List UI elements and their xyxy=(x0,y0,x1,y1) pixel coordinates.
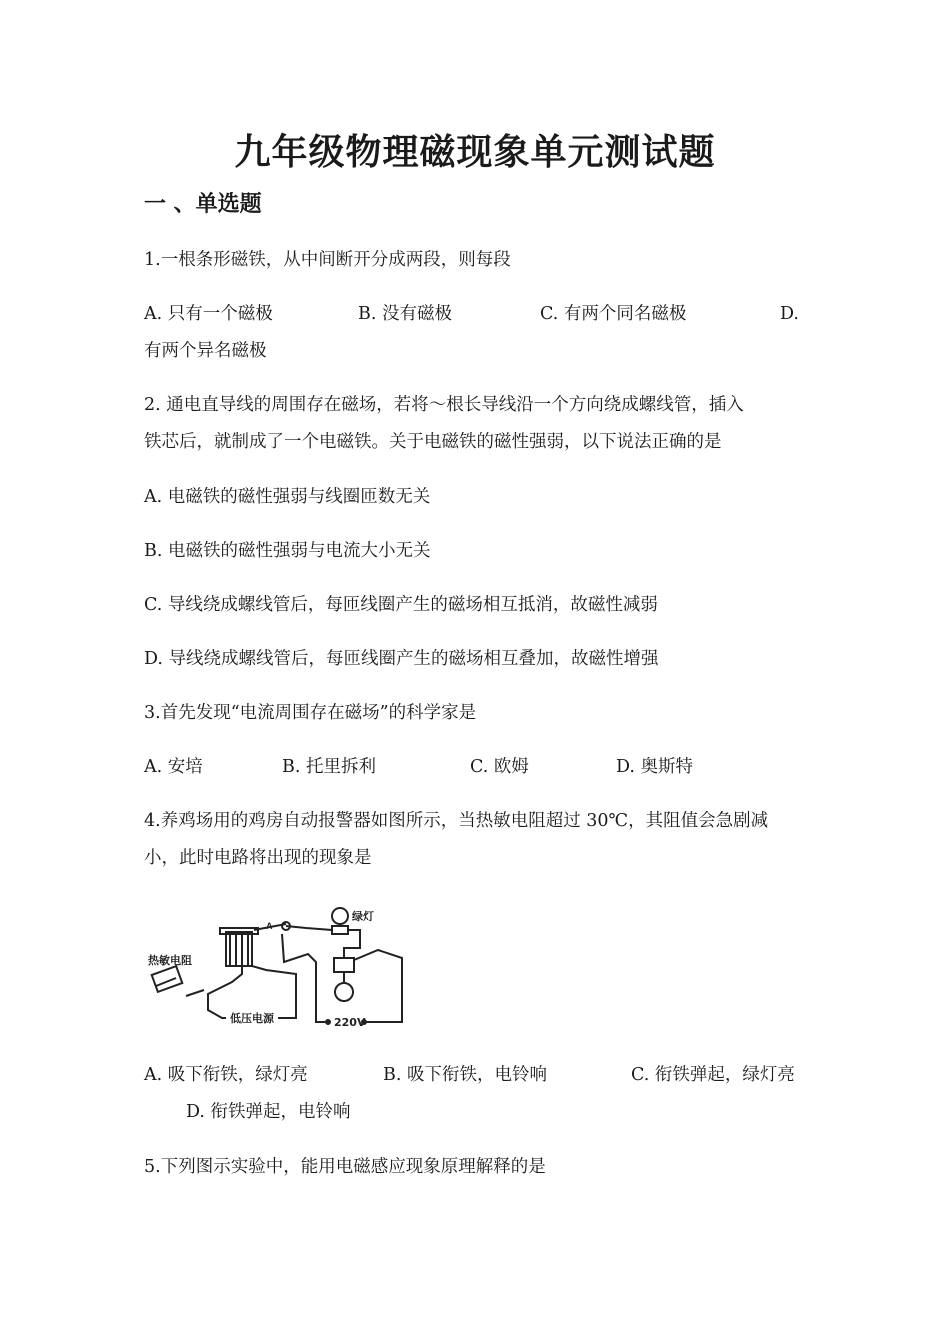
question-3-option-c: C. 欧姆 xyxy=(470,757,529,777)
question-3-option-b: B. 托里拆利 xyxy=(282,757,376,777)
question-3-stem: 3.首先发现“电流周围存在磁场”的科学家是 xyxy=(144,703,477,723)
alarm-circuit-figure xyxy=(146,904,408,1034)
question-2-option-b: B. 电磁铁的磁性强弱与电流大小无关 xyxy=(144,541,431,561)
question-4-option-d: D. 衔铁弹起，电铃响 xyxy=(186,1102,351,1122)
svg-text:A: A xyxy=(266,921,273,931)
low-voltage-source-label: 低压电源 xyxy=(230,1012,274,1025)
question-4-option-c: C. 衔铁弹起，绿灯亮 xyxy=(631,1065,795,1085)
page-title: 九年级物理磁现象单元测试题 xyxy=(234,132,716,173)
question-1-option-b: B. 没有磁极 xyxy=(358,304,452,324)
question-1-option-d: D. xyxy=(780,304,799,324)
question-1-option-d-text: 有两个异名磁极 xyxy=(144,341,267,361)
question-2-option-d: D. 导线绕成螺线管后，每匝线圈产生的磁场相互叠加，故磁性增强 xyxy=(144,649,659,669)
question-4-option-b: B. 吸下衔铁，电铃响 xyxy=(383,1065,547,1085)
question-1-stem: 1.一根条形磁铁，从中间断开分成两段，则每段 xyxy=(144,250,511,270)
question-2-stem-line-1: 2. 通电直导线的周围存在磁场，若将～根长导线沿一个方向绕成螺线管，插入 xyxy=(144,395,744,415)
question-4-stem-line-1: 4.养鸡场用的鸡房自动报警器如图所示，当热敏电阻超过 30℃，其阻值会急剧减 xyxy=(144,811,769,831)
question-3-option-a: A. 安培 xyxy=(144,757,203,777)
thermistor-label: 热敏电阻 xyxy=(148,954,192,967)
mains-label: 220V xyxy=(334,1016,366,1029)
question-5-stem: 5.下列图示实验中，能用电磁感应现象原理解释的是 xyxy=(144,1157,546,1177)
green-lamp-bulb xyxy=(332,908,348,924)
bell-box xyxy=(334,958,354,972)
bell-dome xyxy=(335,983,353,1001)
question-1-option-a: A. 只有一个磁极 xyxy=(144,304,273,324)
question-2-option-a: A. 电磁铁的磁性强弱与线圈匝数无关 xyxy=(144,487,431,507)
question-3-option-d: D. 奥斯特 xyxy=(616,757,694,777)
question-4-stem-line-2: 小，此时电路将出现的现象是 xyxy=(144,848,372,868)
question-2-option-c: C. 导线绕成螺线管后，每匝线圈产生的磁场相互抵消，故磁性减弱 xyxy=(144,595,658,615)
question-1-option-c: C. 有两个同名磁极 xyxy=(540,304,687,324)
alarm-circuit-diagram xyxy=(146,904,408,1034)
question-4-option-a: A. 吸下衔铁，绿灯亮 xyxy=(144,1065,308,1085)
thermistor xyxy=(152,966,183,992)
section-heading: 一 、单选题 xyxy=(144,192,262,217)
question-2-stem-line-2: 铁芯后，就制成了一个电磁铁。关于电磁铁的磁性强弱，以下说法正确的是 xyxy=(144,432,722,452)
lamp-label: 绿灯 xyxy=(352,910,374,923)
